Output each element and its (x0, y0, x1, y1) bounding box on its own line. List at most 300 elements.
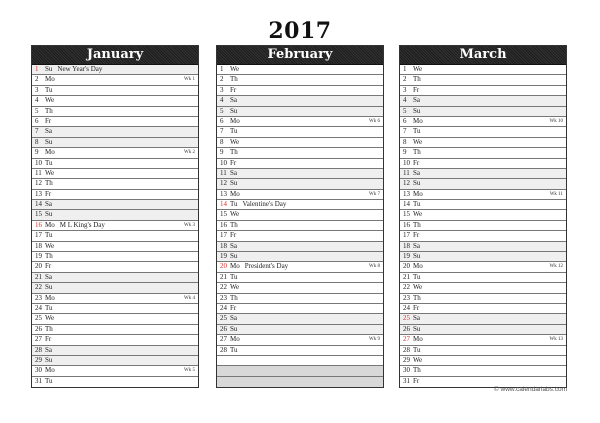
day-number: 17 (220, 231, 227, 240)
day-of-week: We (230, 65, 240, 73)
day-of-week: Tu (413, 345, 421, 354)
day-of-week: Fr (45, 189, 52, 198)
day-row (400, 325, 566, 335)
day-of-week: Sa (45, 200, 52, 209)
day-row (400, 221, 566, 231)
day-number: 6 (403, 116, 407, 125)
day-of-week: We (45, 168, 55, 177)
day-of-week: We (413, 283, 423, 292)
day-of-week: Su (413, 106, 421, 115)
day-of-week: Su (45, 137, 53, 146)
day-number: 1 (403, 65, 407, 73)
day-number: 22 (35, 283, 42, 292)
day-of-week: Sa (230, 241, 237, 250)
blank-row (217, 356, 383, 366)
day-row (400, 242, 566, 252)
day-row (400, 252, 566, 262)
day-number: 31 (35, 376, 42, 385)
day-of-week: Fr (45, 335, 52, 344)
day-of-week: Mo (45, 220, 55, 229)
day-row (217, 304, 383, 314)
day-of-week: Tu (413, 272, 421, 281)
day-of-week: We (413, 210, 423, 219)
day-number: 2 (35, 75, 39, 84)
day-row (217, 65, 383, 75)
day-number: 19 (403, 252, 410, 261)
day-row (217, 200, 383, 210)
day-number: 5 (220, 106, 224, 115)
week-number: Wk 6 (369, 118, 380, 124)
day-number: 10 (403, 158, 410, 167)
day-number: 5 (403, 106, 407, 115)
day-of-week: Tu (230, 200, 238, 209)
day-of-week: Th (45, 324, 53, 333)
day-row (217, 96, 383, 106)
day-row (400, 294, 566, 304)
day-of-week: Sa (413, 96, 420, 105)
day-number: 21 (35, 272, 42, 281)
day-of-week: Fr (45, 262, 52, 271)
holiday-label: New Year's Day (57, 65, 103, 73)
day-row (217, 262, 383, 272)
day-of-week: Fr (230, 85, 237, 94)
day-of-week: Tu (45, 231, 53, 240)
day-of-week: We (45, 314, 55, 323)
day-row (217, 127, 383, 137)
day-of-week: We (45, 96, 55, 105)
day-number: 20 (403, 262, 410, 271)
day-row (217, 314, 383, 324)
day-row (217, 273, 383, 283)
week-number: Wk 12 (549, 264, 563, 270)
day-row (32, 273, 198, 283)
day-number: 14 (403, 200, 410, 209)
day-of-week: Tu (45, 303, 53, 312)
day-number: 30 (35, 366, 42, 375)
day-of-week: Mo (45, 293, 55, 302)
day-of-week: Fr (413, 303, 420, 312)
day-number: 27 (35, 335, 42, 344)
week-number: Wk 4 (184, 295, 195, 301)
day-number: 21 (220, 272, 227, 281)
day-row (32, 179, 198, 189)
day-row (217, 221, 383, 231)
day-of-week: Sa (45, 127, 52, 136)
day-number: 7 (403, 127, 407, 136)
filler-row (217, 366, 383, 376)
day-row (32, 190, 198, 200)
day-of-week: Mo (45, 366, 55, 375)
day-row (32, 262, 198, 272)
day-number: 13 (220, 189, 227, 198)
day-row (32, 252, 198, 262)
day-of-week: Tu (230, 345, 238, 354)
day-row (32, 366, 198, 376)
day-row (217, 294, 383, 304)
day-number: 18 (403, 241, 410, 250)
week-number: Wk 13 (549, 337, 563, 343)
day-of-week: Th (230, 75, 238, 84)
day-of-week: Fr (413, 376, 420, 385)
day-number: 24 (35, 303, 42, 312)
day-of-week: Su (230, 252, 238, 261)
month-january (31, 45, 199, 388)
day-row (32, 304, 198, 314)
day-of-week: Mo (45, 75, 55, 84)
day-number: 25 (403, 314, 410, 323)
day-row (217, 335, 383, 345)
day-number: 26 (35, 324, 42, 333)
day-of-week: We (413, 137, 423, 146)
day-row (217, 117, 383, 127)
day-number: 28 (403, 345, 410, 354)
day-list (400, 65, 566, 387)
day-of-week: We (230, 283, 240, 292)
day-of-week: Sa (413, 241, 420, 250)
day-of-week: Fr (230, 303, 237, 312)
day-number: 18 (35, 241, 42, 250)
day-row (217, 169, 383, 179)
day-number: 10 (35, 158, 42, 167)
day-of-week: Tu (413, 200, 421, 209)
day-number: 16 (403, 220, 410, 229)
day-number: 9 (35, 148, 39, 157)
week-number: Wk 3 (184, 222, 195, 228)
day-number: 19 (35, 252, 42, 261)
day-row (400, 366, 566, 376)
day-row (400, 304, 566, 314)
week-number: Wk 2 (184, 150, 195, 156)
day-of-week: Fr (45, 116, 52, 125)
day-of-week: Su (413, 324, 421, 333)
day-of-week: We (230, 210, 240, 219)
day-row (217, 190, 383, 200)
day-row (32, 96, 198, 106)
day-of-week: Mo (230, 189, 240, 198)
day-number: 11 (403, 168, 410, 177)
day-row (400, 273, 566, 283)
day-number: 16 (35, 220, 42, 229)
day-row (32, 169, 198, 179)
day-row (217, 75, 383, 85)
day-of-week: Th (413, 293, 421, 302)
day-number: 9 (403, 148, 407, 157)
holiday-label: Valentine's Day (242, 200, 287, 209)
day-of-week: Fr (413, 231, 420, 240)
day-row (32, 210, 198, 220)
day-row (217, 346, 383, 356)
day-row (32, 117, 198, 127)
day-row (32, 75, 198, 85)
day-number: 3 (403, 85, 407, 94)
day-row (32, 346, 198, 356)
day-row (400, 107, 566, 117)
day-row (400, 262, 566, 272)
day-number: 20 (220, 262, 227, 271)
day-row (32, 200, 198, 210)
day-row (400, 231, 566, 241)
day-of-week: Tu (45, 376, 53, 385)
day-row (217, 179, 383, 189)
week-number: Wk 8 (369, 264, 380, 270)
day-number: 31 (403, 376, 410, 385)
day-number: 14 (220, 200, 227, 209)
day-number: 12 (220, 179, 227, 188)
day-number: 24 (403, 303, 410, 312)
day-of-week: Tu (45, 85, 53, 94)
day-row (32, 231, 198, 241)
day-row (400, 148, 566, 158)
day-number: 27 (403, 335, 410, 344)
day-number: 22 (220, 283, 227, 292)
day-of-week: Th (230, 293, 238, 302)
day-of-week: Sa (230, 168, 237, 177)
day-row (32, 242, 198, 252)
day-number: 26 (403, 324, 410, 333)
day-number: 12 (35, 179, 42, 188)
day-number: 9 (220, 148, 224, 157)
day-row (400, 200, 566, 210)
day-number: 5 (35, 106, 39, 115)
day-number: 29 (403, 355, 410, 364)
holiday-label: President's Day (244, 262, 289, 271)
day-row (400, 86, 566, 96)
day-of-week: Tu (230, 272, 238, 281)
day-of-week: Su (413, 179, 421, 188)
day-of-week: Th (45, 252, 53, 261)
holiday-label: M L King's Day (59, 220, 105, 229)
day-number: 23 (35, 293, 42, 302)
day-of-week: We (413, 355, 423, 364)
day-number: 13 (403, 189, 410, 198)
day-of-week: Su (45, 283, 53, 292)
day-number: 10 (220, 158, 227, 167)
month-header: January (32, 46, 198, 65)
day-row (32, 107, 198, 117)
month-header: February (217, 46, 383, 65)
day-row (400, 75, 566, 85)
day-row (217, 252, 383, 262)
day-number: 2 (403, 75, 407, 84)
day-number: 11 (220, 168, 227, 177)
week-number: Wk 9 (369, 337, 380, 343)
day-row (32, 86, 198, 96)
day-number: 8 (35, 137, 39, 146)
day-of-week: Sa (45, 345, 52, 354)
day-row (400, 159, 566, 169)
day-number: 3 (220, 85, 224, 94)
day-list (217, 65, 383, 387)
week-number: Wk 10 (549, 118, 563, 124)
day-number: 28 (220, 345, 227, 354)
day-number: 15 (35, 210, 42, 219)
day-number: 25 (220, 314, 227, 323)
day-number: 1 (220, 65, 224, 73)
day-of-week: Su (230, 324, 238, 333)
day-number: 4 (220, 96, 224, 105)
day-row (400, 117, 566, 127)
day-number: 21 (403, 272, 410, 281)
day-of-week: Tu (45, 158, 53, 167)
day-number: 12 (403, 179, 410, 188)
day-row (217, 242, 383, 252)
month-header: March (400, 46, 566, 65)
day-row (217, 210, 383, 220)
week-number: Wk 1 (184, 77, 195, 83)
day-number: 7 (220, 127, 224, 136)
day-number: 8 (220, 137, 224, 146)
day-row (217, 138, 383, 148)
day-of-week: Fr (413, 85, 420, 94)
day-of-week: Th (230, 220, 238, 229)
day-number: 4 (403, 96, 407, 105)
day-number: 23 (403, 293, 410, 302)
day-row (217, 148, 383, 158)
day-of-week: Tu (413, 127, 421, 136)
day-of-week: Mo (230, 116, 240, 125)
day-row (400, 169, 566, 179)
day-of-week: Mo (45, 148, 55, 157)
day-number: 27 (220, 335, 227, 344)
day-number: 29 (35, 355, 42, 364)
day-of-week: Su (230, 179, 238, 188)
day-row (32, 138, 198, 148)
day-row (400, 335, 566, 345)
day-row (32, 127, 198, 137)
day-of-week: We (45, 241, 55, 250)
day-of-week: Sa (45, 272, 52, 281)
day-number: 2 (220, 75, 224, 84)
filler-row (217, 377, 383, 387)
day-number: 23 (220, 293, 227, 302)
day-row (32, 65, 198, 75)
day-row (217, 325, 383, 335)
day-row (400, 96, 566, 106)
day-of-week: Th (413, 366, 421, 375)
day-number: 6 (35, 116, 39, 125)
day-of-week: Th (413, 75, 421, 84)
day-row (400, 346, 566, 356)
day-row (400, 210, 566, 220)
day-of-week: Sa (230, 314, 237, 323)
day-row (32, 356, 198, 366)
day-row (217, 159, 383, 169)
day-of-week: Su (45, 65, 53, 73)
day-row (32, 377, 198, 387)
day-of-week: Mo (230, 262, 240, 271)
day-number: 25 (35, 314, 42, 323)
week-number: Wk 11 (549, 191, 563, 197)
day-of-week: Fr (230, 158, 237, 167)
day-number: 4 (35, 96, 39, 105)
day-number: 28 (35, 345, 42, 354)
day-of-week: Th (45, 179, 53, 188)
day-of-week: Th (45, 106, 53, 115)
day-number: 1 (35, 65, 39, 73)
day-number: 17 (403, 231, 410, 240)
day-number: 20 (35, 262, 42, 271)
day-list (32, 65, 198, 387)
day-number: 26 (220, 324, 227, 333)
day-number: 22 (403, 283, 410, 292)
day-row (400, 283, 566, 293)
day-of-week: Th (413, 220, 421, 229)
day-row (32, 314, 198, 324)
day-number: 16 (220, 220, 227, 229)
day-number: 15 (403, 210, 410, 219)
day-row (32, 335, 198, 345)
day-number: 3 (35, 85, 39, 94)
day-row (217, 107, 383, 117)
day-of-week: Su (230, 106, 238, 115)
day-of-week: Su (413, 252, 421, 261)
day-of-week: Th (413, 148, 421, 157)
day-number: 8 (403, 137, 407, 146)
copyright-footer: © www.calendarlabs.com (493, 386, 567, 393)
month-february (216, 45, 384, 388)
day-row (217, 283, 383, 293)
day-of-week: Sa (413, 168, 420, 177)
day-of-week: Th (230, 148, 238, 157)
day-row (32, 283, 198, 293)
day-of-week: Fr (413, 158, 420, 167)
day-row (32, 325, 198, 335)
day-number: 7 (35, 127, 39, 136)
page-title: 2017 (268, 18, 332, 44)
day-of-week: Mo (413, 116, 423, 125)
day-row (400, 65, 566, 75)
day-row (32, 159, 198, 169)
day-of-week: Tu (230, 127, 238, 136)
day-row (400, 314, 566, 324)
day-of-week: We (413, 65, 423, 73)
day-row (400, 127, 566, 137)
day-number: 19 (220, 252, 227, 261)
day-row (400, 190, 566, 200)
day-of-week: Mo (413, 189, 423, 198)
day-of-week: We (230, 137, 240, 146)
day-row (217, 86, 383, 96)
day-of-week: Su (45, 210, 53, 219)
day-of-week: Sa (413, 314, 420, 323)
day-of-week: Mo (413, 262, 423, 271)
week-number: Wk 7 (369, 191, 380, 197)
day-number: 30 (403, 366, 410, 375)
day-row (32, 221, 198, 231)
day-row (32, 148, 198, 158)
day-number: 14 (35, 200, 42, 209)
day-number: 6 (220, 116, 224, 125)
day-number: 13 (35, 189, 42, 198)
day-row (400, 179, 566, 189)
day-number: 11 (35, 168, 42, 177)
day-row (400, 138, 566, 148)
day-of-week: Mo (413, 335, 423, 344)
day-number: 15 (220, 210, 227, 219)
day-number: 24 (220, 303, 227, 312)
day-row (400, 356, 566, 366)
day-row (217, 231, 383, 241)
day-of-week: Sa (230, 96, 237, 105)
day-row (32, 294, 198, 304)
day-of-week: Fr (230, 231, 237, 240)
day-of-week: Mo (230, 335, 240, 344)
day-of-week: Su (45, 355, 53, 364)
day-number: 18 (220, 241, 227, 250)
month-march (399, 45, 567, 388)
day-number: 17 (35, 231, 42, 240)
week-number: Wk 5 (184, 368, 195, 374)
